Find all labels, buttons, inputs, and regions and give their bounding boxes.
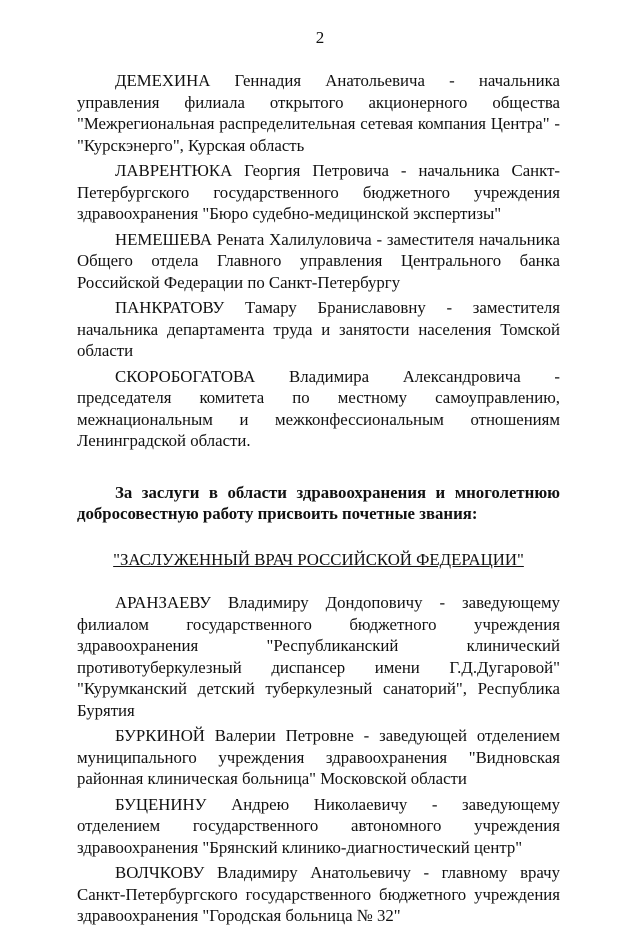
document-body [77,70,560,927]
page-number: 2 [315,28,325,47]
award-entry: ПАНКРАТОВУ Тамару Браниславовну - заместителя начальника департамента труда и занятости населения Томской области [77,298,560,360]
recipient-entry: БУРКИНОЙ Валерии Петровне - заведующей отделением муниципального учреждения здравоохранения "Видновская районная клиническая больница" Московской области [77,726,560,788]
section-heading: За заслуги в области здравоохранения и многолетнюю добросовестную работу присвоить почетные звания: [77,482,560,523]
award-title: "ЗАСЛУЖЕННЫЙ ВРАЧ РОССИЙСКОЙ ФЕДЕРАЦИИ" [113,549,524,569]
award-entry: СКОРОБОГАТОВА Владимира Александровича - председателя комитета по местному самоуправлению, межнациональным и межконфессиональным отношениям Ленинградской области. [77,366,560,450]
recipient-entry: ВОЛЧКОВУ Владимиру Анатольевичу - главному врачу Санкт-Петербургского государственного бюджетного учреждения здравоохранения "Городская больница № 32" [77,863,560,925]
recipient-entry: АРАНЗАЕВУ Владимиру Дондоповичу - заведующему филиалом государственного бюджетного учреждения здравоохранения "Республиканский клинический противотуберкулезный диспансер имени Г.Д.Дугаровой" "Курумканский детский туберкулезный санаторий", Республика Бурятия [77,593,560,720]
award-entry: ЛАВРЕНТЮКА Георгия Петровича - начальника Санкт-Петербургского государственного бюджетного учреждения здравоохранения "Бюро судебно-медицинской экспертизы" [77,161,560,223]
award-entry: ДЕМЕХИНА Геннадия Анатольевича - начальника управления филиала открытого акционерного общества "Межрегиональная распределительная сетевая компания Центра" - "Курскэнерго", Курская область [77,71,560,155]
recipients-list [77,592,560,927]
award-entry: НЕМЕШЕВА Рената Халилуловича - заместителя начальника Общего отдела Главного управления Центрального банка Российской Федерации по Санкт-Петербургу [77,229,560,292]
recipient-entry: БУЦЕНИНУ Андрею Николаевичу - заведующему отделением государственного автономного учреждения здравоохранения "Брянский клинико-диагностический центр" [77,794,560,857]
